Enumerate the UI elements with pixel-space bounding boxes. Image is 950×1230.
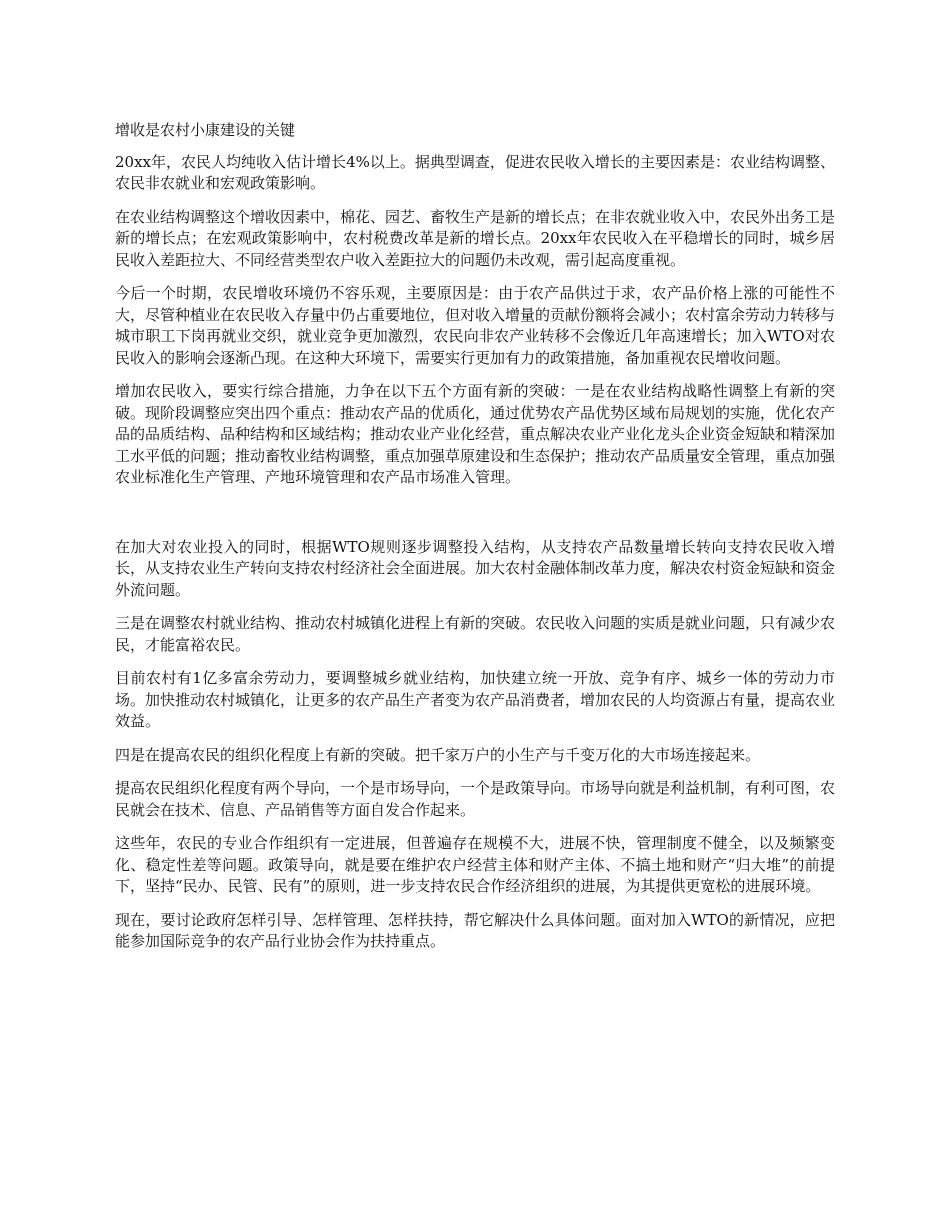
paragraph-2: 在农业结构调整这个增收因素中，棉花、园艺、畜牧生产是新的增长点；在非农就业收入中，农民外出务工是新的增长点；在宏观政策影响中，农村税费改革是新的增长点。20xx年农民收入在平稳增长的同时，城乡居民收入差距拉大、不同经营类型农户收入差距拉大的问题仍未改观，需引起高度重视。 [115,207,836,269]
section-gap [115,501,835,537]
paragraph-11: 现在，要讨论政府怎样引导、怎样管理、怎样扶持，帮它解决什么具体问题。面对加入WTO的新情况，应把能参加国际竞争的农产品行业协会作为扶持重点。 [115,910,835,950]
paragraph-3: 今后一个时期，农民增收环境仍不容乐观，主要原因是：由于农产品供过于求，农产品价格上涨的可能性不大，尽管种植业在农民收入存量中仍占重要地位，但对收入增量的贡献份额将会减小；农村富余劳动力转移与城市职工下岗再就业交织，就业竞争更加激烈，农民向非农产业转移不会像近几年高速增长；加入WTO对农民收入的影响会逐渐凸现。在这种大环境下，需要实行更加有力的政策措施，备加重视农民增收问题。 [115,284,836,367]
paragraph-6: 三是在调整农村就业结构、推动农村城镇化进程上有新的突破。农民收入问题的实质是就业问题，只有减少农民，才能富裕农民。 [115,614,836,654]
paragraph-7: 目前农村有1亿多富余劳动力，要调整城乡就业结构，加快建立统一开放、竞争有序、城乡一体的劳动力市场。加快推动农村城镇化，让更多的农产品生产者变为农产品消费者，增加农民的人均资源占有量，提高农业效益。 [115,669,836,730]
paragraph-9: 提高农民组织化程度有两个导向，一个是市场导向，一个是政策导向。市场导向就是利益机制，有利可图，农民就会在技术、信息、产品销售等方面自发合作起来。 [115,779,836,819]
document-title: 增收是农村小康建设的关键 [115,121,296,139]
paragraph-8: 四是在提高农民的组织化程度上有新的突破。把千家万户的小生产与千变万化的大市场连接起来。 [115,745,761,764]
paragraph-10: 这些年，农民的专业合作组织有一定进展，但普遍存在规模不大，进展不快，管理制度不健全，以及频繁变化、稳定性差等问题。政策导向，就是要在维护农户经营主体和财产主体、不搞土地和财产“归大堆”的前提下，坚持“民办、民管、民有”的原则，进一步支持农民合作经济组织的进展，为其提供更宽松的进展环境。 [115,834,835,895]
paragraph-1: 20xx年，农民人均纯收入估计增长4%以上。据典型调查，促进农民收入增长的主要因素是：农业结构调整、农民非农就业和宏观政策影响。 [115,152,835,192]
paragraph-4: 增加农民收入，要实行综合措施，力争在以下五个方面有新的突破：一是在农业结构战略性调整上有新的突破。现阶段调整应突出四个重点：推动农产品的优质化，通过优势农产品优势区域布局规划的实施，优化农产品的品质结构、品种结构和区域结构；推动农业产业化经营，重点解决农业产业化龙头企业资金短缺和精深加工水平低的问题；推动畜牧业结构调整，重点加强草原建设和生态保护；推动农产品质量安全管理，重点加强农业标准化生产管理、产地环境管理和农产品市场准入管理。 [115,382,836,486]
paragraph-5: 在加大对农业投入的同时，根据WTO规则逐步调整投入结构，从支持农产品数量增长转向支持农民收入增长，从支持农业生产转向支持农村经济社会全面进展。加大农村金融体制改革力度，解决农村资金短缺和资金外流问题。 [115,537,836,599]
